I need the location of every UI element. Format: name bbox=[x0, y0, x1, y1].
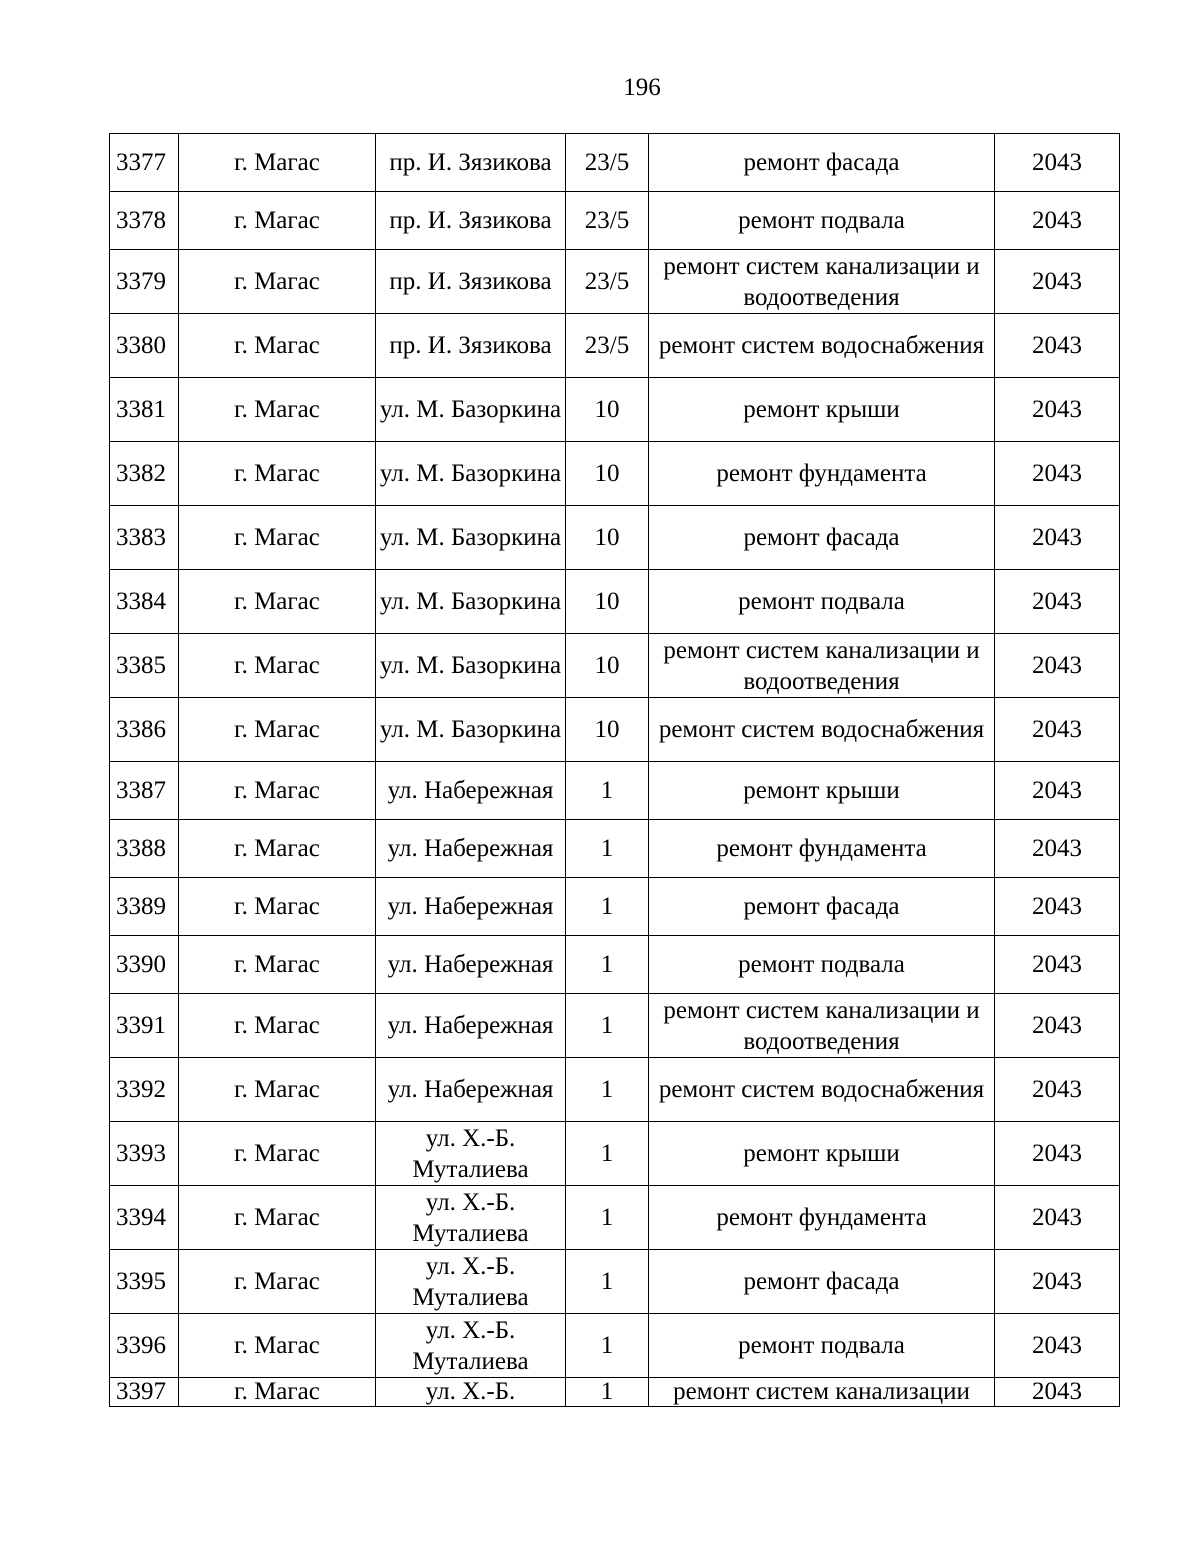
year-cell: 2043 bbox=[995, 634, 1120, 698]
row-number-cell: 3378 bbox=[110, 192, 179, 250]
city-cell: г. Магас bbox=[179, 442, 376, 506]
city-cell: г. Магас bbox=[179, 314, 376, 378]
year-cell: 2043 bbox=[995, 1314, 1120, 1378]
city-cell: г. Магас bbox=[179, 1186, 376, 1250]
row-number-cell: 3390 bbox=[110, 936, 179, 994]
year-cell: 2043 bbox=[995, 134, 1120, 192]
street-cell: ул. Х.-Б. Муталиева bbox=[376, 1314, 566, 1378]
row-number-cell: 3382 bbox=[110, 442, 179, 506]
house-number-cell: 1 bbox=[566, 936, 649, 994]
row-number-cell: 3387 bbox=[110, 762, 179, 820]
year-cell: 2043 bbox=[995, 820, 1120, 878]
row-number-cell: 3395 bbox=[110, 1250, 179, 1314]
row-number-cell: 3397 bbox=[110, 1378, 179, 1407]
work-type-cell: ремонт систем канализации bbox=[649, 1378, 995, 1407]
street-cell: ул. Набережная bbox=[376, 936, 566, 994]
table-row bbox=[110, 634, 1120, 698]
city-cell: г. Магас bbox=[179, 820, 376, 878]
work-type-cell: ремонт крыши bbox=[649, 1122, 995, 1186]
street-cell: ул. Х.-Б. Муталиева bbox=[376, 1186, 566, 1250]
table-row bbox=[110, 994, 1120, 1058]
city-cell: г. Магас bbox=[179, 1378, 376, 1407]
house-number-cell: 10 bbox=[566, 506, 649, 570]
house-number-cell: 10 bbox=[566, 442, 649, 506]
work-type-cell: ремонт фасада bbox=[649, 1250, 995, 1314]
street-cell: ул. М. Базоркина bbox=[376, 506, 566, 570]
work-type-cell: ремонт фасада bbox=[649, 506, 995, 570]
table-row bbox=[110, 1314, 1120, 1378]
house-number-cell: 1 bbox=[566, 762, 649, 820]
work-type-cell: ремонт фундамента bbox=[649, 442, 995, 506]
house-number-cell: 1 bbox=[566, 1250, 649, 1314]
city-cell: г. Магас bbox=[179, 698, 376, 762]
table-body bbox=[110, 134, 1120, 1407]
work-type-cell: ремонт систем водоснабжения bbox=[649, 1058, 995, 1122]
work-type-cell: ремонт систем канализации и водоотведения bbox=[649, 634, 995, 698]
work-type-cell: ремонт подвала bbox=[649, 936, 995, 994]
house-number-cell: 1 bbox=[566, 994, 649, 1058]
table-row bbox=[110, 134, 1120, 192]
year-cell: 2043 bbox=[995, 506, 1120, 570]
work-type-cell: ремонт подвала bbox=[649, 192, 995, 250]
table-row bbox=[110, 1378, 1120, 1407]
street-cell: ул. М. Базоркина bbox=[376, 378, 566, 442]
work-type-cell: ремонт подвала bbox=[649, 570, 995, 634]
street-cell: ул. М. Базоркина bbox=[376, 570, 566, 634]
row-number-cell: 3381 bbox=[110, 378, 179, 442]
repair-schedule-table bbox=[109, 133, 1120, 1407]
row-number-cell: 3386 bbox=[110, 698, 179, 762]
year-cell: 2043 bbox=[995, 1186, 1120, 1250]
work-type-cell: ремонт фундамента bbox=[649, 1186, 995, 1250]
city-cell: г. Магас bbox=[179, 936, 376, 994]
city-cell: г. Магас bbox=[179, 634, 376, 698]
house-number-cell: 10 bbox=[566, 634, 649, 698]
year-cell: 2043 bbox=[995, 762, 1120, 820]
street-cell: пр. И. Зязикова bbox=[376, 134, 566, 192]
street-cell: ул. Набережная bbox=[376, 878, 566, 936]
row-number-cell: 3388 bbox=[110, 820, 179, 878]
work-type-cell: ремонт систем канализации и водоотведения bbox=[649, 994, 995, 1058]
year-cell: 2043 bbox=[995, 192, 1120, 250]
city-cell: г. Магас bbox=[179, 1122, 376, 1186]
city-cell: г. Магас bbox=[179, 570, 376, 634]
year-cell: 2043 bbox=[995, 1058, 1120, 1122]
house-number-cell: 23/5 bbox=[566, 314, 649, 378]
row-number-cell: 3377 bbox=[110, 134, 179, 192]
street-cell: ул. М. Базоркина bbox=[376, 698, 566, 762]
table-row bbox=[110, 250, 1120, 314]
table-row bbox=[110, 314, 1120, 378]
house-number-cell: 1 bbox=[566, 820, 649, 878]
year-cell: 2043 bbox=[995, 1122, 1120, 1186]
table-row bbox=[110, 936, 1120, 994]
table-row bbox=[110, 1122, 1120, 1186]
house-number-cell: 10 bbox=[566, 378, 649, 442]
house-number-cell: 10 bbox=[566, 698, 649, 762]
table-row bbox=[110, 1186, 1120, 1250]
table-row bbox=[110, 442, 1120, 506]
table-row bbox=[110, 506, 1120, 570]
table-row bbox=[110, 820, 1120, 878]
row-number-cell: 3380 bbox=[110, 314, 179, 378]
city-cell: г. Магас bbox=[179, 506, 376, 570]
table-row bbox=[110, 1250, 1120, 1314]
year-cell: 2043 bbox=[995, 378, 1120, 442]
work-type-cell: ремонт крыши bbox=[649, 378, 995, 442]
city-cell: г. Магас bbox=[179, 994, 376, 1058]
street-cell: ул. М. Базоркина bbox=[376, 442, 566, 506]
house-number-cell: 1 bbox=[566, 1378, 649, 1407]
row-number-cell: 3389 bbox=[110, 878, 179, 936]
house-number-cell: 23/5 bbox=[566, 192, 649, 250]
street-cell: пр. И. Зязикова bbox=[376, 192, 566, 250]
street-cell: ул. Х.-Б. Муталиева bbox=[376, 1250, 566, 1314]
street-cell: ул. Набережная bbox=[376, 1058, 566, 1122]
page-number: 196 bbox=[623, 74, 661, 101]
city-cell: г. Магас bbox=[179, 192, 376, 250]
city-cell: г. Магас bbox=[179, 878, 376, 936]
city-cell: г. Магас bbox=[179, 1314, 376, 1378]
house-number-cell: 1 bbox=[566, 1314, 649, 1378]
house-number-cell: 1 bbox=[566, 1122, 649, 1186]
year-cell: 2043 bbox=[995, 698, 1120, 762]
year-cell: 2043 bbox=[995, 314, 1120, 378]
work-type-cell: ремонт фасада bbox=[649, 878, 995, 936]
city-cell: г. Магас bbox=[179, 1250, 376, 1314]
row-number-cell: 3392 bbox=[110, 1058, 179, 1122]
work-type-cell: ремонт фасада bbox=[649, 134, 995, 192]
house-number-cell: 1 bbox=[566, 878, 649, 936]
house-number-cell: 23/5 bbox=[566, 250, 649, 314]
work-type-cell: ремонт систем канализации и водоотведения bbox=[649, 250, 995, 314]
year-cell: 2043 bbox=[995, 1378, 1120, 1407]
row-number-cell: 3396 bbox=[110, 1314, 179, 1378]
table-row bbox=[110, 570, 1120, 634]
street-cell: ул. Набережная bbox=[376, 762, 566, 820]
work-type-cell: ремонт фундамента bbox=[649, 820, 995, 878]
year-cell: 2043 bbox=[995, 878, 1120, 936]
table-row bbox=[110, 762, 1120, 820]
street-cell: ул. М. Базоркина bbox=[376, 634, 566, 698]
table-row bbox=[110, 1058, 1120, 1122]
row-number-cell: 3391 bbox=[110, 994, 179, 1058]
house-number-cell: 1 bbox=[566, 1058, 649, 1122]
work-type-cell: ремонт систем водоснабжения bbox=[649, 314, 995, 378]
city-cell: г. Магас bbox=[179, 134, 376, 192]
house-number-cell: 1 bbox=[566, 1186, 649, 1250]
year-cell: 2043 bbox=[995, 250, 1120, 314]
house-number-cell: 23/5 bbox=[566, 134, 649, 192]
table-row bbox=[110, 878, 1120, 936]
year-cell: 2043 bbox=[995, 1250, 1120, 1314]
row-number-cell: 3385 bbox=[110, 634, 179, 698]
year-cell: 2043 bbox=[995, 936, 1120, 994]
row-number-cell: 3393 bbox=[110, 1122, 179, 1186]
year-cell: 2043 bbox=[995, 442, 1120, 506]
table-row bbox=[110, 378, 1120, 442]
street-cell: пр. И. Зязикова bbox=[376, 314, 566, 378]
city-cell: г. Магас bbox=[179, 1058, 376, 1122]
table-row bbox=[110, 192, 1120, 250]
street-cell: пр. И. Зязикова bbox=[376, 250, 566, 314]
street-cell: ул. Х.-Б. bbox=[376, 1378, 566, 1407]
row-number-cell: 3383 bbox=[110, 506, 179, 570]
street-cell: ул. Набережная bbox=[376, 994, 566, 1058]
year-cell: 2043 bbox=[995, 570, 1120, 634]
work-type-cell: ремонт систем водоснабжения bbox=[649, 698, 995, 762]
city-cell: г. Магас bbox=[179, 762, 376, 820]
row-number-cell: 3379 bbox=[110, 250, 179, 314]
street-cell: ул. Х.-Б. Муталиева bbox=[376, 1122, 566, 1186]
street-cell: ул. Набережная bbox=[376, 820, 566, 878]
city-cell: г. Магас bbox=[179, 378, 376, 442]
year-cell: 2043 bbox=[995, 994, 1120, 1058]
work-type-cell: ремонт подвала bbox=[649, 1314, 995, 1378]
table-row bbox=[110, 698, 1120, 762]
city-cell: г. Магас bbox=[179, 250, 376, 314]
row-number-cell: 3384 bbox=[110, 570, 179, 634]
house-number-cell: 10 bbox=[566, 570, 649, 634]
work-type-cell: ремонт крыши bbox=[649, 762, 995, 820]
row-number-cell: 3394 bbox=[110, 1186, 179, 1250]
